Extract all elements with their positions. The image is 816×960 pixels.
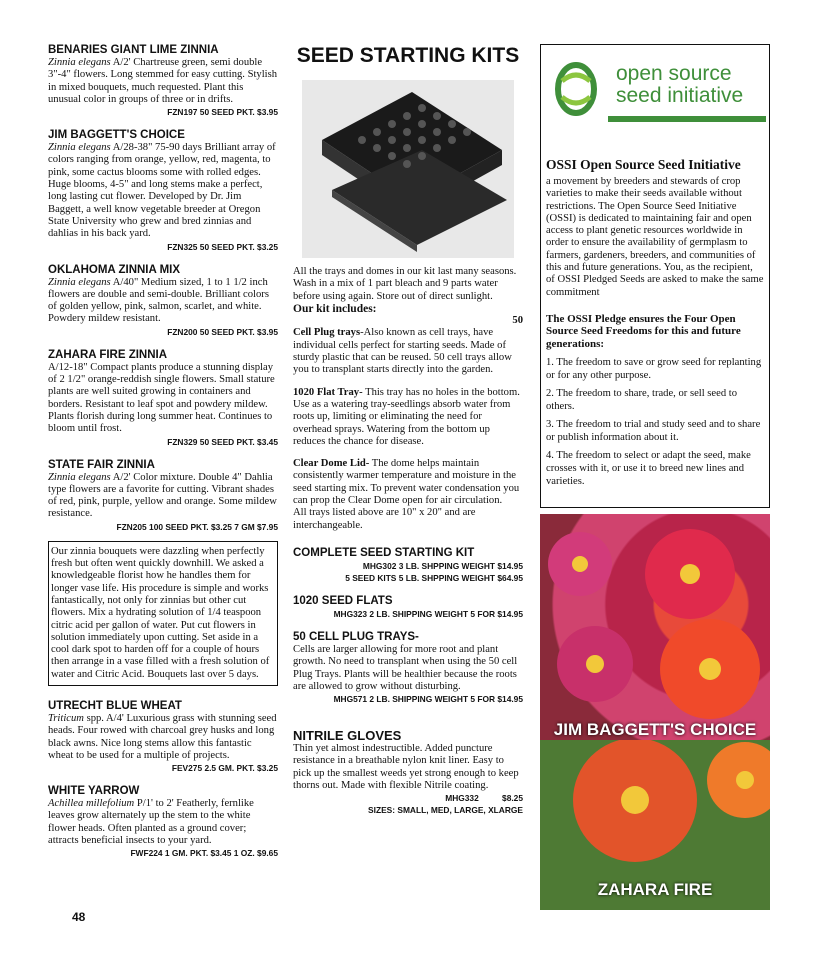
ossi-freedom: 2. The freedom to share, trade, or sell seed to others. xyxy=(546,387,738,412)
product-description: spp. A/4' Luxurious grass with stunning seed heads. Four rowed with charcoal grey husks and long black awns. Nice long stems allow this fantastic wheat to be used for a multiple of projects. xyxy=(48,712,277,761)
ossi-freedom: 1. The freedom to save or grow seed for replanting or for any other purpose. xyxy=(546,356,762,381)
bouquet-tip-text: Our zinnia bouquets were dazzling when perfectly fresh but often went quickly downhill. We asked a knowledgeable florist how he handles them for longer vase life. His procedure is simple and works fantastically, not only for zinnias but other cut flowers. Mix a hydrating solution of 1/4 teaspoon citric acid per gallon of water. Put cut flowers in solution immediately upon cutting. Set aside in a cool dark spot to harden off for a couple of hours then arrange in a vase filled with a fresh solution of water and Citric Acid. Bouquets last over 5 days. xyxy=(51,545,270,680)
left-column xyxy=(48,44,278,870)
latin-name: Zinnia elegans xyxy=(48,142,111,154)
kit-includes-number: 50 xyxy=(512,315,523,327)
product-description: A/28-38" 75-90 days Brilliant array of colors ranging from orange, yellow, red, magenta, to pink, some cactus blooms some with rolled edges. Huge blooms, 4-5" and long stems make a perfect, long lasting cut flower. Developed by Dr. Jim Baggett, a well know vegetable breeder at Oregon State University who grew and bred zinnias and dahlias in his back yard. xyxy=(48,142,276,240)
product-price: FZN325 50 SEED PKT. $3.25 xyxy=(167,241,278,252)
kit-includes-label: Our kit includes: xyxy=(293,302,377,315)
product-name: JIM BAGGETT'S CHOICE xyxy=(48,129,185,142)
kit-item-cell-plug: Cell Plug trays-Also known as cell trays, have individual cells perfect for starting seeds. Made of sturdy plastic that can be reused. 50 cell trays allow you to transplant starts directly into the garden. xyxy=(293,327,512,376)
ossi-logo-line2: seed initiative xyxy=(616,84,744,107)
latin-name: Zinnia elegans xyxy=(48,471,111,483)
plug-tray-desc: Cells are larger allowing for more root and plant growth. No need to transplant when using the 50 cell Plug Trays. Plants will be healthier because the roots are allowed to grow without disturbing. xyxy=(293,643,518,692)
gloves-desc: Thin yet almost indestructible. Added puncture resistance in a breathable nylon knit liner. Easy to pick up the smallest weeds yet strong enough to keep thorns out. Made with flexible Nitrile coating. xyxy=(293,743,519,792)
plug-tray-name: 50 CELL PLUG TRAYS- xyxy=(293,630,419,643)
product-description: A/12-18" Compact plants produce a stunning display of 2 1/2" orange-reddish single flowers. Small stature plants are well suited growing in containers and borders. Resistant to leaf spot and powdery mildew. Plants florish during long summer heat. Continues to bloom until frost. xyxy=(48,361,275,435)
zahara-fire-photo xyxy=(540,740,770,910)
kit-name: COMPLETE SEED STARTING KIT xyxy=(293,546,475,559)
product-price: FZN329 50 SEED PKT. $3.45 xyxy=(167,436,278,447)
kit-item-dome-lid: Clear Dome Lid- The dome helps maintain consistently warmer temperature and moisture in the seed starting mix. To prevent water condensation you can prop the Clear Dome open for air circulation. xyxy=(293,458,520,507)
kit-intro: All the trays and domes in our kit last many seasons. Wash in a mix of 1 part bleach and 9 parts water before using again. Store out of direct sunlight. xyxy=(293,266,517,302)
ossi-box xyxy=(540,44,770,508)
product-name: STATE FAIR ZINNIA xyxy=(48,458,155,471)
latin-name: Zinnia elegans xyxy=(48,276,111,288)
product-state-fair xyxy=(48,459,278,533)
product-description: A/40" Medium sized, 1 to 1 1/2 inch flowers are double and semi-double. Brilliant colors of golden yellow, pink, salmon, scarlet, and white. Powdery mildew resistant. xyxy=(48,276,269,325)
gloves-price: MHG332 $8.25 xyxy=(445,793,523,804)
middle-column xyxy=(293,44,523,816)
product-benaries xyxy=(48,44,278,118)
product-name: ZAHARA FIRE ZINNIA xyxy=(48,348,168,361)
product-jim-baggett xyxy=(48,129,278,252)
ossi-freedom: 3. The freedom to trial and study seed and to share or publish information about it. xyxy=(546,418,761,443)
product-price: FZN197 50 SEED PKT. $3.95 xyxy=(167,107,278,118)
ossi-logo-line1: open source xyxy=(616,62,732,85)
product-oklahoma xyxy=(48,264,278,338)
ossi-heading: OSSI Open Source Seed Initiative xyxy=(546,157,741,172)
page-number: 48 xyxy=(72,910,86,924)
ossi-intro: a movement by breeders and stewards of crop varieties to make their seeds available without restrictions. The Open Source Seed Initiative (OSSI) is dedicated to maintaining fair and open access to plant genetic resources worldwide in order to ensure the availability of germplasm to farmers, gardeners, breeders, and communities of this and future generations. You, as the recipient, of OSSI Pledged Seeds are asked to make the same commitment xyxy=(546,176,764,298)
gloves-name: NITRILE GLOVES xyxy=(293,728,402,744)
product-description: P/1' to 2' Featherly, fernlike leaves grow alternately up the stem to the white flower heads. Often planted as a ground cover; attracts beneficial insects to your yard. xyxy=(48,798,254,847)
product-description: A/2' Color mixture. Double 4" Dahlia type flowers are a favorite for cutting. Vibrant shades of red, pink, purple, yellow and orange. Some mildew resistance. xyxy=(48,471,277,520)
flats-price: MHG323 2 LB. SHIPPING WEIGHT 5 FOR $14.95 xyxy=(333,608,523,619)
gloves-sizes: SIZES: SMALL, MED, LARGE, XLARGE xyxy=(368,805,523,816)
ossi-pledge-heading: The OSSI Pledge ensures the Four Open Source Seed Freedoms for this and future generations: xyxy=(546,312,741,350)
jim-baggett-photo xyxy=(540,514,770,740)
kit-item-flat-tray: 1020 Flat Tray- This tray has no holes in the bottom. Use as a watering tray-seedlings absorb water from roots up, limiting or eliminating the need for overhead sprays. Watering from the bottom up reduces the chance for disease. xyxy=(293,386,520,447)
product-utrecht-wheat xyxy=(48,700,278,774)
photo-caption-zahara-fire: ZAHARA FIRE xyxy=(597,880,713,899)
product-price: FWF224 1 GM. PKT. $3.45 1 OZ. $9.65 xyxy=(130,848,278,859)
kit-price-1: MHG302 3 LB. SHPPING WEIGHT $14.95 xyxy=(362,560,523,571)
seed-tray-photo xyxy=(302,80,514,258)
product-name: UTRECHT BLUE WHEAT xyxy=(48,699,182,712)
product-price: FEV275 2.5 GM. PKT. $3.25 xyxy=(171,763,278,774)
product-name: OKLAHOMA ZINNIA MIX xyxy=(48,263,181,276)
product-name: WHITE YARROW xyxy=(48,785,140,798)
right-column xyxy=(540,44,770,910)
kit-sizes-note: All trays listed above are 10" x 20" and are interchangeable. xyxy=(293,507,476,531)
ossi-freedom: 4. The freedom to select or adapt the seed, make crosses with it, or use it to breed new lines and varieties. xyxy=(546,449,751,487)
latin-name: Triticum xyxy=(48,712,84,724)
bouquet-tip-box xyxy=(48,541,278,686)
product-description: A/2' Chartreuse green, semi double 3"-4" flowers. Long stemmed for easy cutting. Stylish in mixed bouquets, much requested. Plant this unusual color in groups of three or in drifts. xyxy=(48,57,278,105)
product-price: FZN205 100 SEED PKT. $3.25 7 GM $7.95 xyxy=(116,521,278,532)
ossi-logo xyxy=(546,51,764,129)
kit-price-2: 5 SEED KITS 5 LB. SHPPING WEIGHT $64.95 xyxy=(345,572,523,583)
zinnia-flowers-image xyxy=(540,514,770,740)
seed-tray-image xyxy=(302,80,514,258)
plug-tray-price: MHG571 2 LB. SHIPPING WEIGHT 5 FOR $14.95 xyxy=(333,694,523,705)
latin-name: Achillea millefolium xyxy=(48,798,135,810)
product-white-yarrow xyxy=(48,785,278,859)
photo-caption-jim-baggett: JIM BAGGETT'S CHOICE xyxy=(553,720,757,739)
product-zahara xyxy=(48,349,278,448)
section-title: SEED STARTING KITS xyxy=(296,44,520,67)
product-name: BENARIES GIANT LIME ZINNIA xyxy=(48,44,219,56)
product-price: FZN200 50 SEED PKT. $3.95 xyxy=(167,326,278,337)
flats-name: 1020 SEED FLATS xyxy=(293,594,393,607)
latin-name: Zinnia elegans xyxy=(48,57,111,68)
